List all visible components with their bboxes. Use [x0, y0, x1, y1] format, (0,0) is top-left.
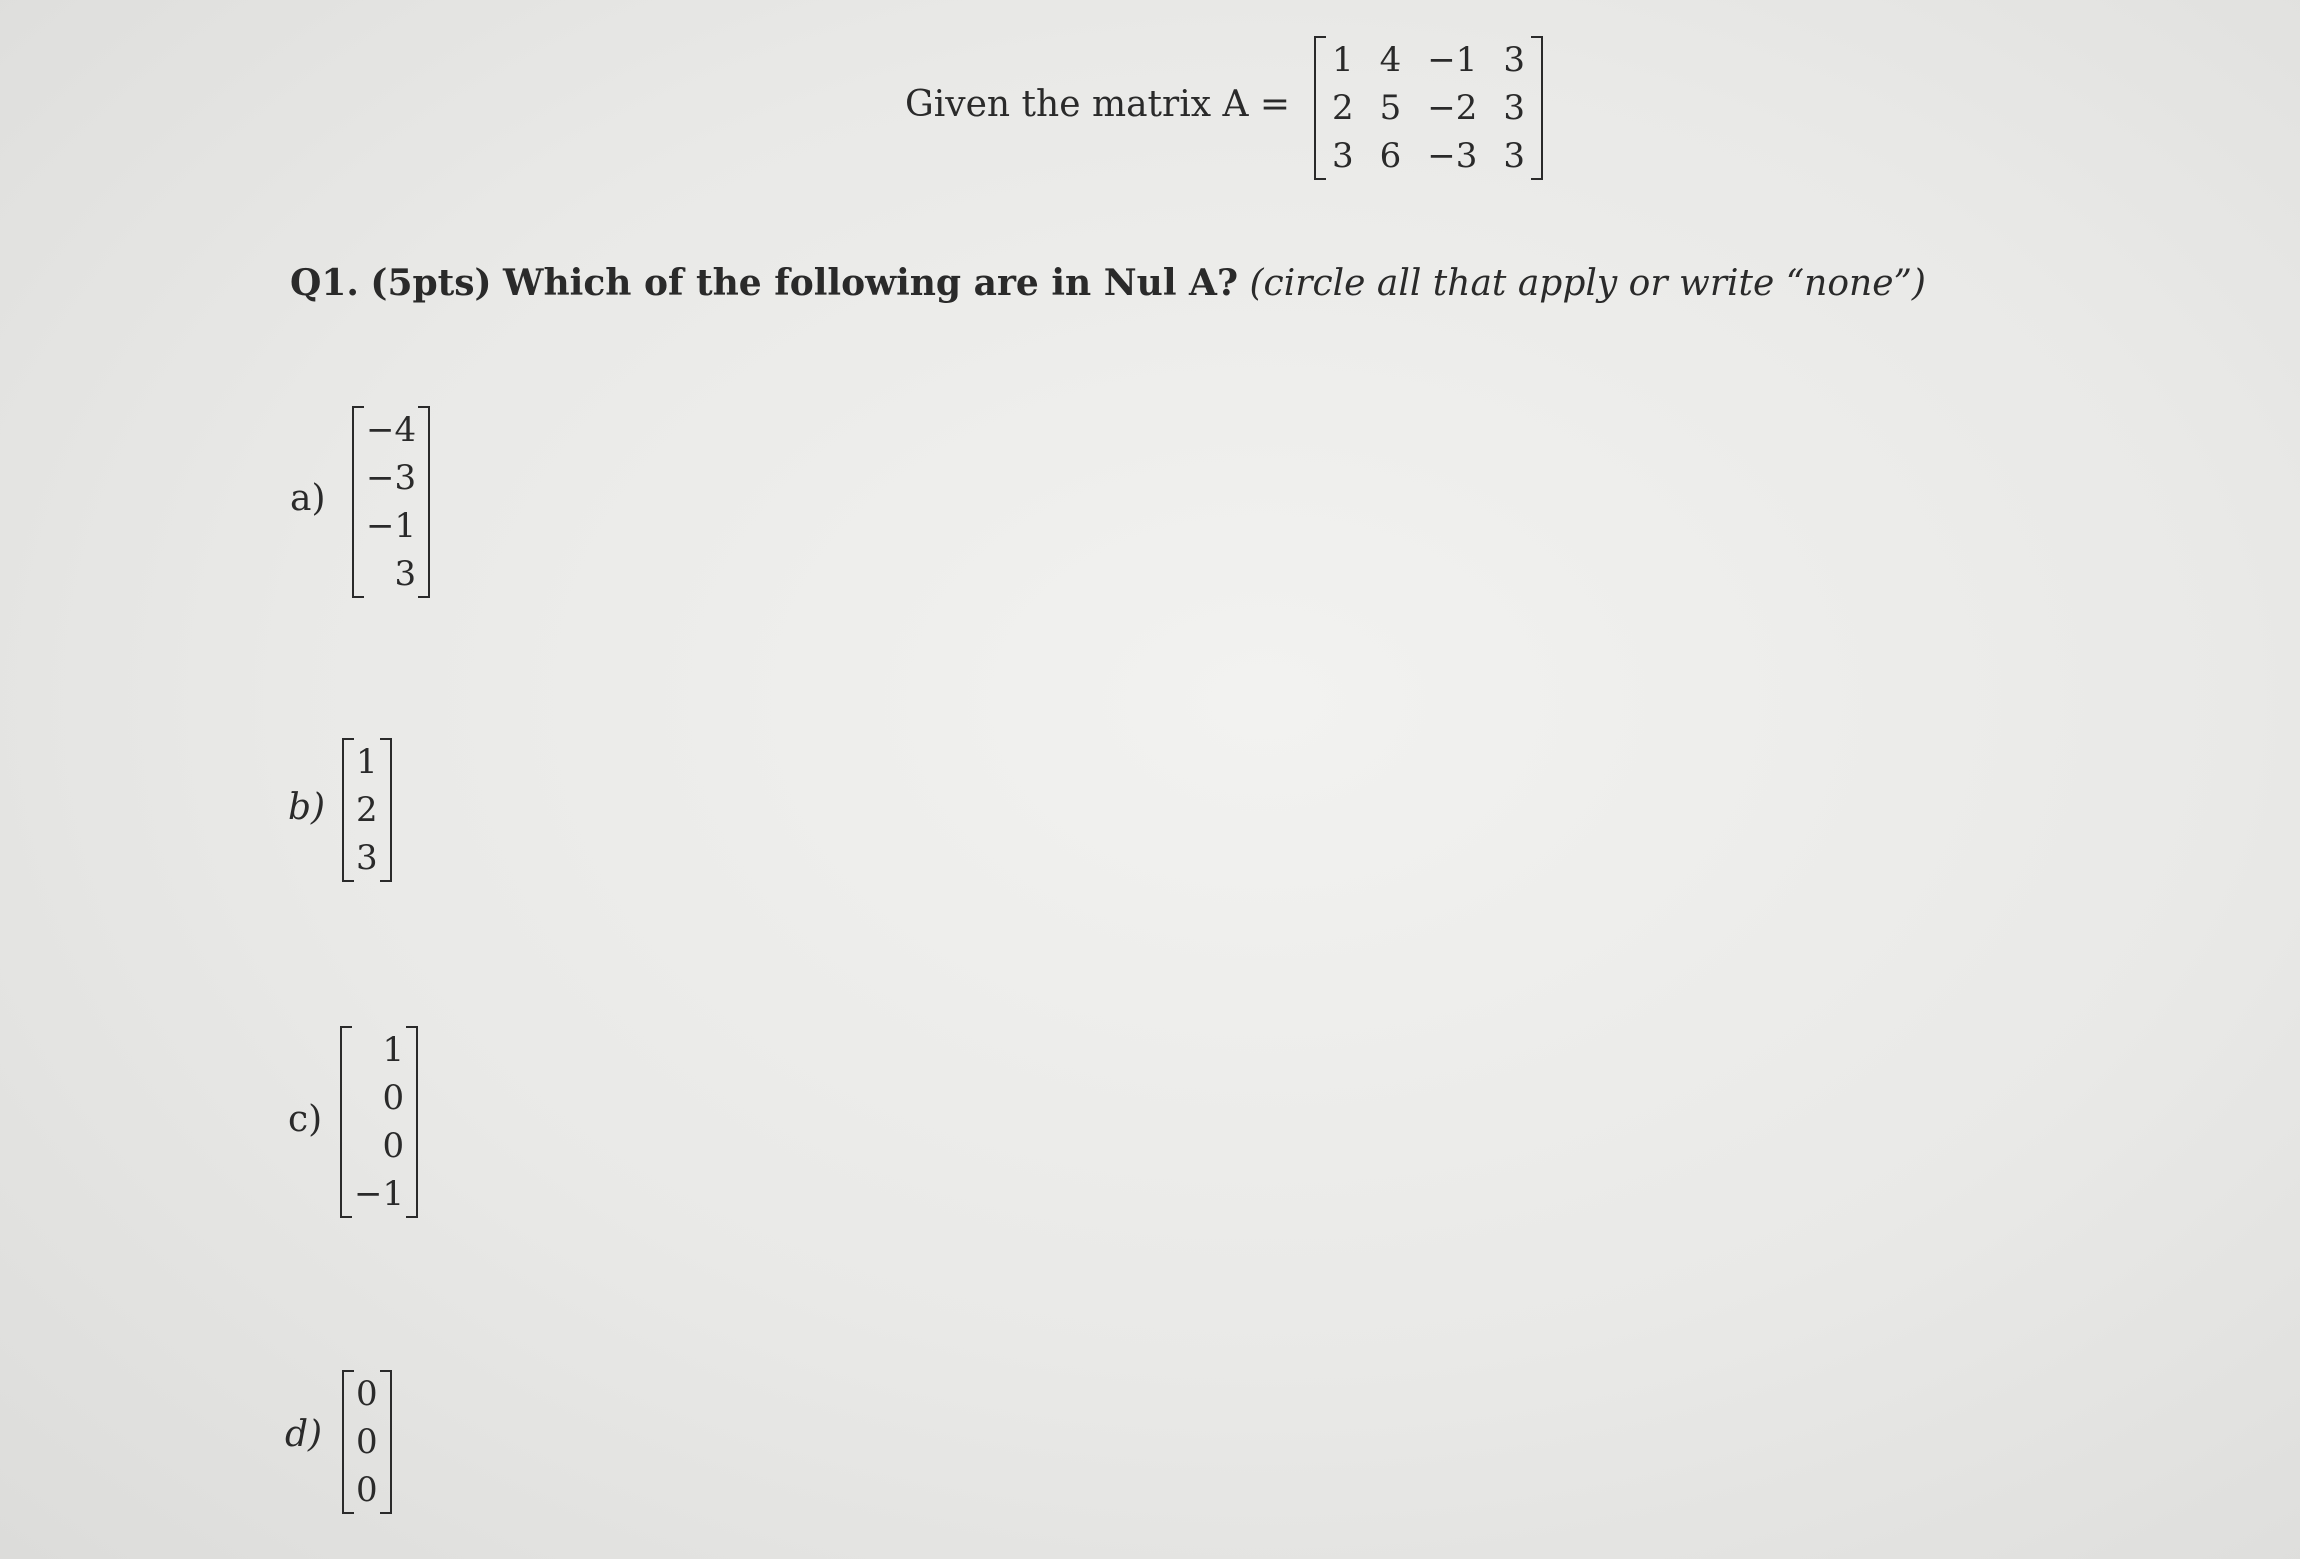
option-d-left-bracket: [342, 1370, 354, 1514]
vector-entry: −3: [366, 458, 417, 498]
vector-entry: −4: [366, 410, 417, 450]
vector-entry: 0: [356, 1470, 378, 1510]
vector-entry: −1: [366, 506, 417, 546]
matrix-a-cell: 2: [1332, 88, 1354, 128]
vector-entry: 0: [356, 1422, 378, 1462]
vector-entry: 2: [356, 790, 378, 830]
vector-entry: 0: [356, 1374, 378, 1414]
vector-entry: 0: [382, 1078, 405, 1118]
matrix-a-right-bracket: [1531, 36, 1543, 180]
question-q1: [290, 262, 1926, 304]
option-d-right-bracket: [380, 1370, 392, 1514]
option-c-left-bracket: [340, 1026, 352, 1218]
matrix-a-cell: −2: [1427, 88, 1478, 128]
question-points: (5pts): [370, 262, 492, 304]
option-b-left-bracket: [342, 738, 354, 882]
option-c-label[interactable]: c): [288, 1099, 323, 1140]
matrix-a-cell: 4: [1379, 40, 1402, 80]
matrix-a-cell: 1: [1332, 40, 1354, 80]
matrix-a-cell: 6: [1379, 136, 1402, 176]
matrix-a-cell: 5: [1379, 88, 1402, 128]
matrix-a: [1314, 36, 1543, 180]
vector-entry: 0: [382, 1126, 405, 1166]
question-instruction: (circle all that apply or write “none”): [1249, 263, 1926, 304]
option-a-right-bracket: [418, 406, 430, 598]
vector-entry: 3: [356, 838, 378, 878]
matrix-a-cell: 3: [1503, 88, 1526, 128]
option-a-left-bracket: [352, 406, 364, 598]
vector-entry: 1: [382, 1030, 405, 1070]
matrix-intro-text: Given the matrix A =: [905, 84, 1291, 125]
option-c-vector[interactable]: [340, 1026, 418, 1218]
question-number: Q1.: [290, 262, 359, 304]
matrix-a-cell: 3: [1332, 136, 1354, 176]
option-c-right-bracket: [406, 1026, 418, 1218]
vector-entry: −1: [354, 1174, 405, 1214]
matrix-a-cell: 3: [1503, 40, 1526, 80]
question-prompt: Which of the following are in Nul A?: [503, 262, 1239, 304]
option-a-vector[interactable]: [352, 406, 430, 598]
option-b-vector[interactable]: [342, 738, 392, 882]
matrix-a-cell: 3: [1503, 136, 1526, 176]
vector-entry: 3: [394, 554, 417, 594]
option-a-label[interactable]: a): [290, 478, 326, 519]
option-d-label[interactable]: d): [285, 1414, 323, 1455]
matrix-a-cell: −3: [1427, 136, 1478, 176]
option-d-vector[interactable]: [342, 1370, 392, 1514]
matrix-a-left-bracket: [1314, 36, 1326, 180]
option-b-right-bracket: [380, 738, 392, 882]
option-b-label[interactable]: b): [288, 787, 326, 828]
vector-entry: 1: [356, 742, 378, 782]
matrix-a-cell: −1: [1427, 40, 1478, 80]
